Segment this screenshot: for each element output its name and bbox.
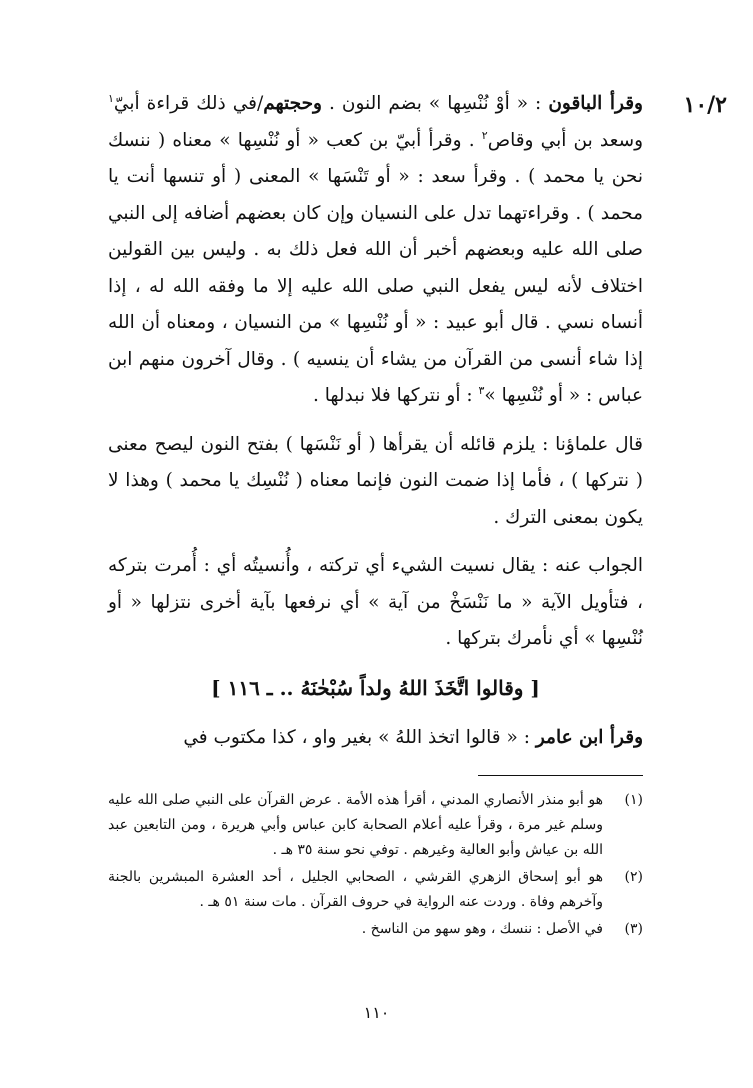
footnote-text: في الأصل : ننسك ، وهو سهو من الناسخ .: [361, 921, 603, 937]
footnote-marker: ١: [108, 91, 114, 105]
margin-folio-reference: ١٠/٢: [683, 92, 727, 118]
text-run: : « قالوا اتخذ اللهُ » بغير واو ، كذا مكتوب في: [183, 727, 536, 748]
verse-heading: [ وقالوا اتَّخَذَ اللهُ ولداً سُبْحٰنَهُ .. ـ ١١٦ ]: [211, 675, 540, 700]
text-run: : « أوْ نُنْسِها » بضم النون .: [321, 93, 549, 114]
paragraph: [108, 427, 643, 537]
paragraphs-container: [108, 86, 643, 658]
page-number: ١١٠: [363, 1003, 390, 1022]
text-run: وسعد بن أبي وقاص: [487, 129, 644, 151]
paragraph: [108, 548, 643, 658]
footnote-number: (١): [624, 792, 643, 808]
footnotes-section: [108, 788, 643, 944]
closing-line: [108, 720, 643, 757]
text-run: . وقرأ أبيّ بن كعب « أو نُنْسِها » معناه ( ننسك نحن يا محمد ) . وقرأ سعد : « أو تَنْسَها » المعنى ( أو تنسها أنت يا محمد ) . وقراءتهما تدل على النسيان وإن كان بعضهم أضافه إلى النبي صلى الله عليه وبعضهم أخبر أن الله فعل ذلك به . وليس بين القولين اختلاف لأنه ليس يفعل النبي صلى الله عليه إلا ما وفقه الله له ، إذا أنساه نسي . قال أبو عبيد : « أو نُنْسِها » من النسيان ، ومعناه أن الله إذا شاء أنسى من القرآن من يشاء أن ينسيه ) . وقال آخرون منهم ابن عباس : « أو نُنْسِها »: [108, 129, 643, 406]
footnote-number: (٢): [624, 869, 643, 885]
text-run: قال علماؤنا : يلزم قائله أن يقرأها ( أو نَنْسَها ) بفتح النون ليصح معنى ( نتركها ) ، فأما إذا ضمت النون فإنما معناه ( نُنْسِك يا محمد ) وهذا لا يكون بمعنى الترك .: [108, 433, 643, 528]
footnote-number: (٣): [624, 921, 643, 937]
bold-text-run: وقرأ ابن عامر: [535, 727, 643, 748]
footnote-text: هو أبو منذر الأنصاري المدني ، أقرأ هذه الأمة . عرض القرآن على النبي صلى الله عليه وسلم غير مرة ، وقرأ عليه أعلام الصحابة كابن عباس وأبي هريرة ، ومن التابعين عبد الله بن عياش وأبو العالية وغيرهم . توفي نحو سنة ٣٥ هـ .: [108, 792, 603, 858]
footnote: [108, 788, 643, 863]
footnote-marker: ٢: [481, 128, 488, 142]
text-run: الجواب عنه : يقال نسيت الشيء أي تركته ، وأُنسيتُه أي : أُمرت بتركه ، فتأويل الآية « ما نَنْسَخْ من آية » أي نرفعها بآية أخرى نتزلها « أو نُنْسِها » أي نأمرك بتركها .: [108, 555, 643, 649]
footnote: [108, 917, 643, 942]
bold-text-run: وقرأ الباقون: [548, 93, 643, 114]
bold-text-run: وحجتهم: [263, 93, 322, 114]
main-text: [108, 86, 643, 769]
footnote: [108, 865, 643, 915]
footnote-text: هو أبو إسحاق الزهري القرشي ، الصحابي الجليل ، أحد العشرة المبشرين بالجنة وآخرهم وفاة . وردت عنه الرواية في حروف القرآن . مات سنة ٥١ هـ .: [108, 869, 603, 910]
text-run: /في ذلك قراءة أبيّ: [113, 93, 264, 114]
paragraph: [108, 86, 643, 415]
footnote-marker: ٣: [478, 383, 485, 397]
footnote-divider: [478, 775, 643, 776]
text-run: : أو نتركها فلا نبدلها .: [312, 385, 479, 406]
